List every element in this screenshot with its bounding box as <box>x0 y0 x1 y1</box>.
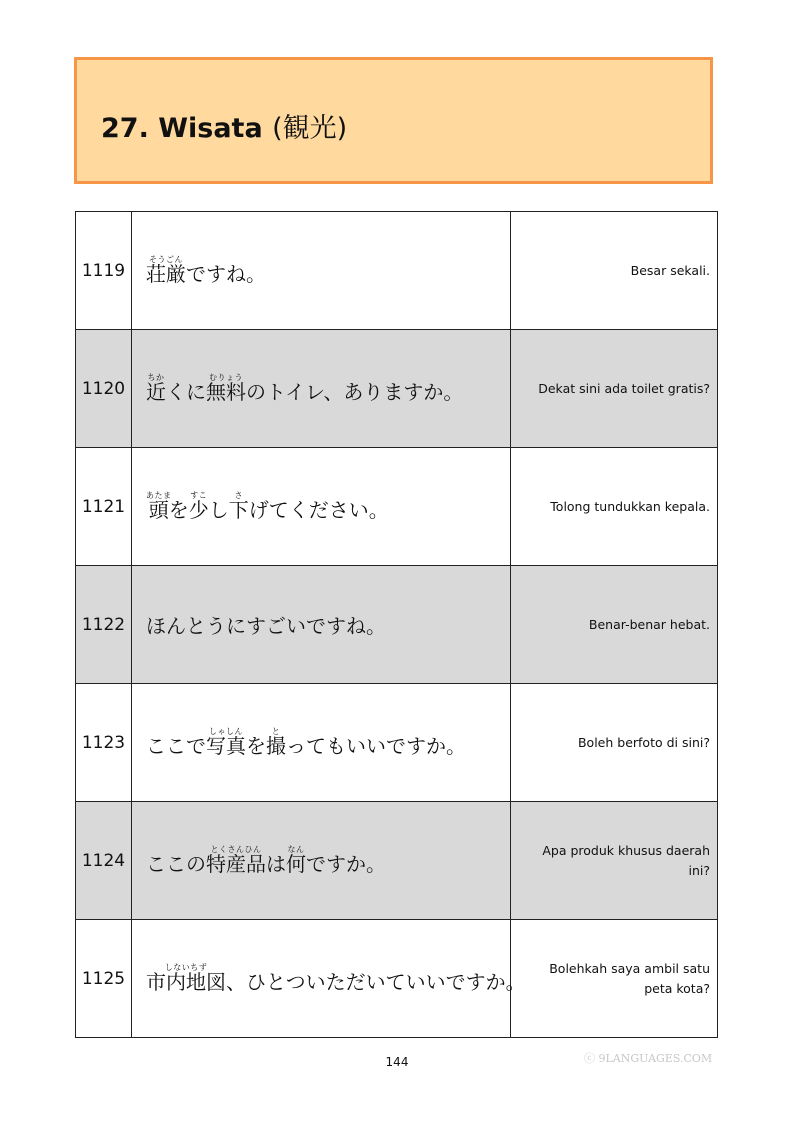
japanese-phrase-cell <box>132 920 526 1038</box>
furigana: むりょう <box>206 372 246 382</box>
furigana: と <box>266 726 286 736</box>
kanji-base: 何 <box>286 851 306 876</box>
indonesian-translation: Apa produk khusus daerah ini? <box>511 802 718 920</box>
indonesian-translation: Dekat sini ada toilet gratis? <box>511 330 718 448</box>
table-row <box>76 448 718 566</box>
japanese-phrase <box>146 963 526 995</box>
indonesian-translation: Bolehkah saya ambil satu peta kota? <box>511 920 718 1038</box>
chapter-title-box <box>74 57 713 184</box>
indonesian-translation: Boleh berfoto di sini? <box>511 684 718 802</box>
table-row <box>76 920 718 1038</box>
chapter-title-jp: (観光) <box>272 113 348 144</box>
kanji-with-furigana <box>286 844 306 876</box>
phrase-number: 1120 <box>76 330 132 448</box>
kanji-base: 無料 <box>206 379 246 404</box>
kana-text: のトイレ、ありますか。 <box>246 379 464 404</box>
kana-text: ほんとうにすごいですね。 <box>146 614 386 638</box>
kanji-with-furigana <box>188 490 209 522</box>
japanese-phrase-cell <box>132 684 511 802</box>
japanese-phrase-cell <box>132 448 511 566</box>
chapter-title-main: 27. Wisata <box>101 113 263 144</box>
watermark: ⓒ 9LANGUAGES.COM <box>584 1052 713 1065</box>
chapter-title <box>101 106 347 145</box>
kana-text: げてください。 <box>248 497 389 522</box>
table-row <box>76 802 718 920</box>
kanji-with-furigana <box>206 844 266 876</box>
japanese-phrase <box>146 491 389 523</box>
kana-text: は <box>266 851 286 876</box>
japanese-phrase <box>146 610 386 639</box>
kana-text: し <box>208 497 229 522</box>
table-row <box>76 566 718 684</box>
japanese-phrase-cell <box>132 330 511 448</box>
kanji-with-furigana <box>146 490 172 522</box>
phrase-number: 1125 <box>76 920 132 1038</box>
japanese-phrase-cell <box>132 566 511 684</box>
japanese-phrase <box>146 373 463 405</box>
phrase-number: 1121 <box>76 448 132 566</box>
furigana: そうごん <box>146 254 186 264</box>
table-row <box>76 212 718 330</box>
japanese-phrase <box>146 255 266 287</box>
kanji-base: 撮 <box>266 733 286 758</box>
phrase-number: 1124 <box>76 802 132 920</box>
furigana: すこ <box>188 490 209 500</box>
indonesian-translation: Besar sekali. <box>511 212 718 330</box>
kanji-base: 特産品 <box>206 851 266 876</box>
japanese-phrase <box>146 845 386 877</box>
kanji-with-furigana <box>266 726 286 758</box>
furigana: さ <box>228 490 249 500</box>
kana-text: を <box>246 733 266 758</box>
furigana: なん <box>286 844 306 854</box>
phrase-number: 1119 <box>76 212 132 330</box>
indonesian-translation: Tolong tundukkan kepala. <box>511 448 718 566</box>
kanji-base: 荘厳 <box>146 261 186 286</box>
page-number: 144 <box>385 1055 409 1069</box>
kana-text: ここの <box>146 851 206 876</box>
indonesian-translation: Benar-benar hebat. <box>511 566 718 684</box>
kana-text: 、ひとついただいていいですか。 <box>226 969 526 994</box>
furigana: ちか <box>146 372 166 382</box>
kanji-base: 少 <box>188 497 209 522</box>
furigana: あたま <box>146 490 172 500</box>
table-row <box>76 684 718 802</box>
phrase-table <box>75 211 718 1038</box>
kanji-with-furigana <box>206 372 246 404</box>
japanese-phrase-cell <box>132 802 511 920</box>
kanji-with-furigana <box>146 962 226 994</box>
kanji-with-furigana <box>146 254 186 286</box>
furigana: とくさんひん <box>206 844 266 854</box>
kanji-with-furigana <box>206 726 246 758</box>
furigana: しないちず <box>146 962 226 972</box>
kana-text: ですか。 <box>306 851 386 876</box>
kanji-base: 頭 <box>146 497 172 522</box>
kanji-base: 市内地図 <box>146 969 226 994</box>
japanese-phrase <box>146 727 466 759</box>
japanese-phrase-cell <box>132 212 511 330</box>
phrase-number: 1122 <box>76 566 132 684</box>
kanji-base: 近 <box>146 379 166 404</box>
phrase-number: 1123 <box>76 684 132 802</box>
kanji-with-furigana <box>228 490 249 522</box>
kanji-with-furigana <box>146 372 166 404</box>
kana-text: ここで <box>146 733 206 758</box>
kana-text: ってもいいですか。 <box>286 733 466 758</box>
table-row <box>76 330 718 448</box>
kana-text: くに <box>166 379 206 404</box>
kana-text: ですね。 <box>186 261 266 286</box>
kanji-base: 写真 <box>206 733 246 758</box>
furigana: しゃしん <box>206 726 246 736</box>
kanji-base: 下 <box>228 497 249 522</box>
kana-text: を <box>168 497 189 522</box>
